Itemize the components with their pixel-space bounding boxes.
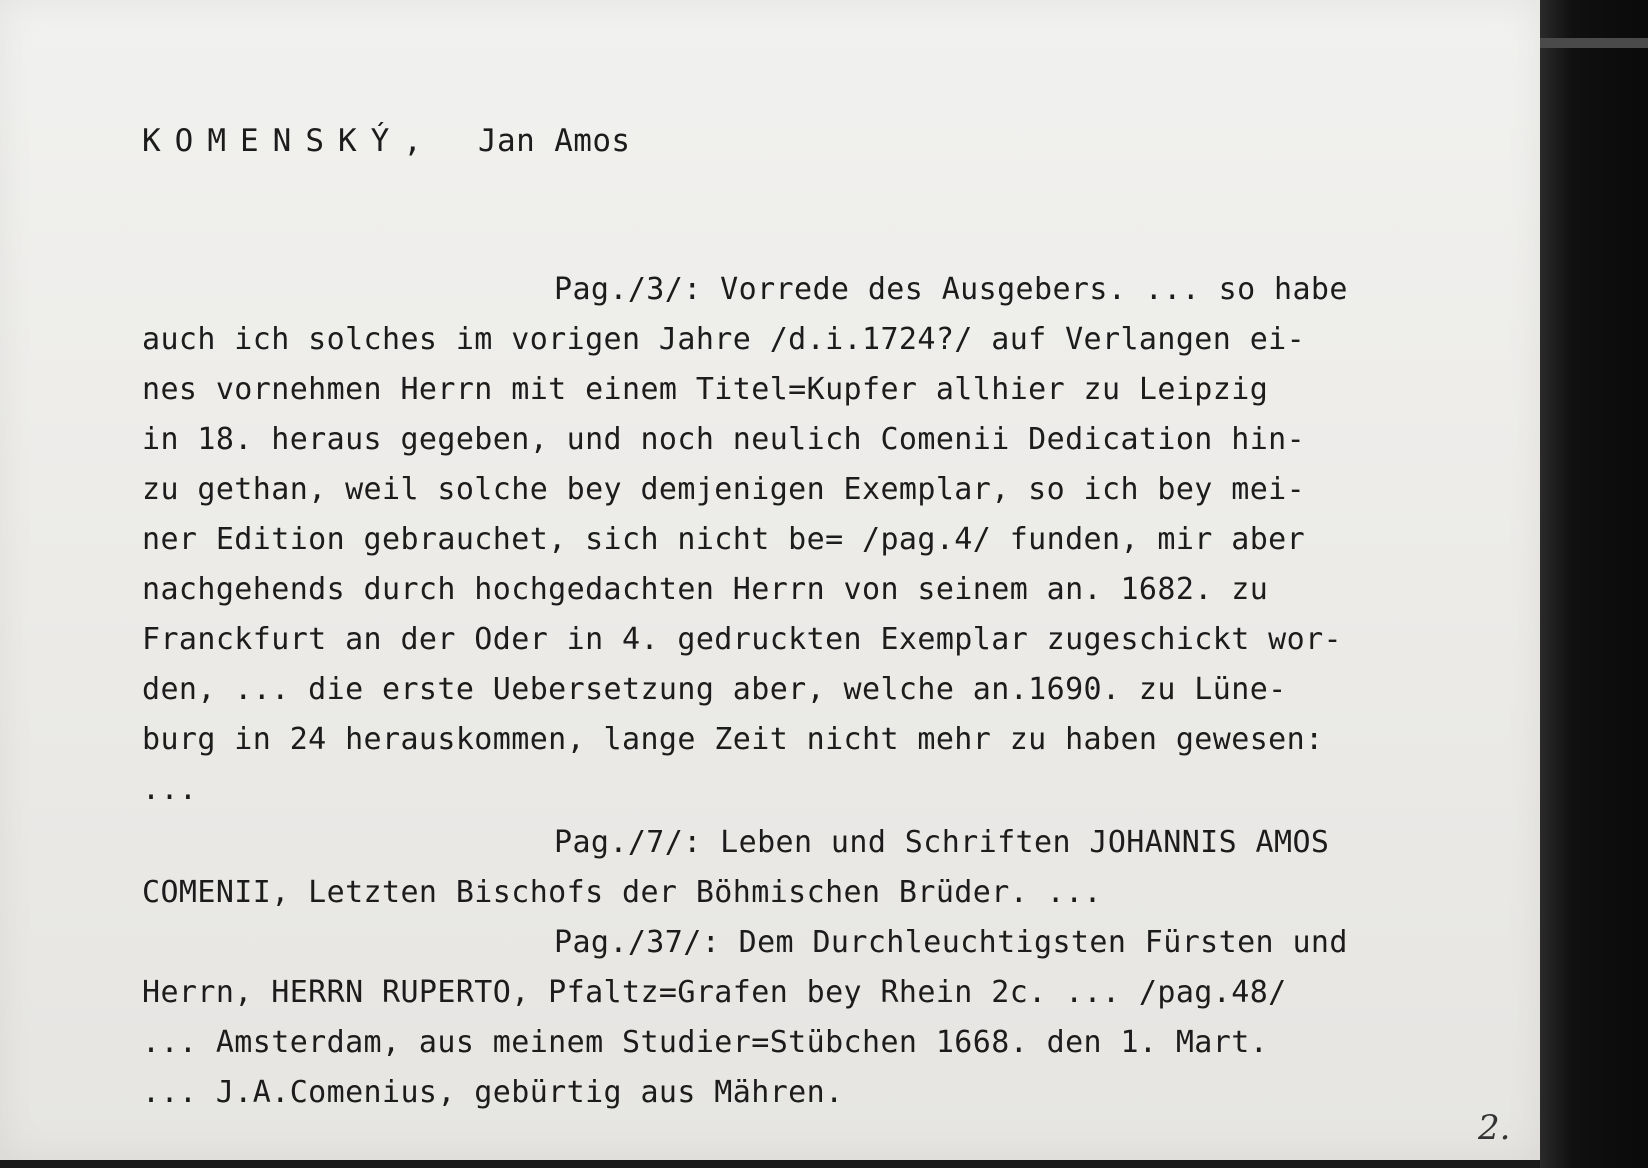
author-surname: KOMENSKÝ,	[142, 123, 436, 159]
text-line: ... J.A.Comenius, gebürtig aus Mähren.	[142, 1075, 844, 1110]
text-line: auch ich solches im vorigen Jahre /d.i.1724?/ auf Verlangen ei-	[142, 322, 1306, 357]
card-heading	[142, 116, 631, 166]
text-line: burg in 24 herauskommen, lange Zeit nicht mehr zu haben gewesen:	[142, 722, 1324, 757]
scan-border-bottom	[0, 1160, 1540, 1168]
text-line: Franckfurt an der Oder in 4. gedruckten Exemplar zugeschickt wor-	[142, 622, 1342, 657]
text-line: Pag./37/: Dem Durchleuchtigsten Fürsten und	[554, 925, 1348, 960]
text-line: in 18. heraus gegeben, und noch neulich Comenii Dedication hin-	[142, 422, 1306, 457]
handwritten-page-number: 2.	[1478, 1108, 1511, 1148]
text-line: ... Amsterdam, aus meinem Studier=Stübchen 1668. den 1. Mart.	[142, 1025, 1269, 1060]
author-given-name: Jan Amos	[477, 123, 631, 159]
text-line: ...	[142, 772, 198, 807]
text-line: nachgehends durch hochgedachten Herrn von seinem an. 1682. zu	[142, 572, 1269, 607]
text-line: Pag./7/: Leben und Schriften JOHANNIS AMOS	[554, 825, 1330, 860]
text-line: ner Edition gebrauchet, sich nicht be= /pag.4/ funden, mir aber	[142, 522, 1306, 557]
text-line: Herrn, HERRN RUPERTO, Pfaltz=Grafen bey Rhein 2c. ... /pag.48/	[142, 975, 1287, 1010]
scan-border-right	[1540, 0, 1648, 1168]
text-line: zu gethan, weil solche bey demjenigen Exemplar, so ich bey mei-	[142, 472, 1306, 507]
paragraph-dedication	[142, 918, 1348, 1118]
text-line: nes vornehmen Herrn mit einem Titel=Kupfer allhier zu Leipzig	[142, 372, 1269, 407]
text-line: COMENII, Letzten Bischofs der Böhmischen Brüder. ...	[142, 875, 1102, 910]
text-line: Pag./3/: Vorrede des Ausgebers. ... so habe	[554, 272, 1348, 307]
paragraph-preface	[142, 265, 1348, 815]
paragraph-life	[142, 818, 1329, 918]
scan-border-notch	[1540, 38, 1648, 48]
text-line: den, ... die erste Uebersetzung aber, welche an.1690. zu Lüne-	[142, 672, 1287, 707]
